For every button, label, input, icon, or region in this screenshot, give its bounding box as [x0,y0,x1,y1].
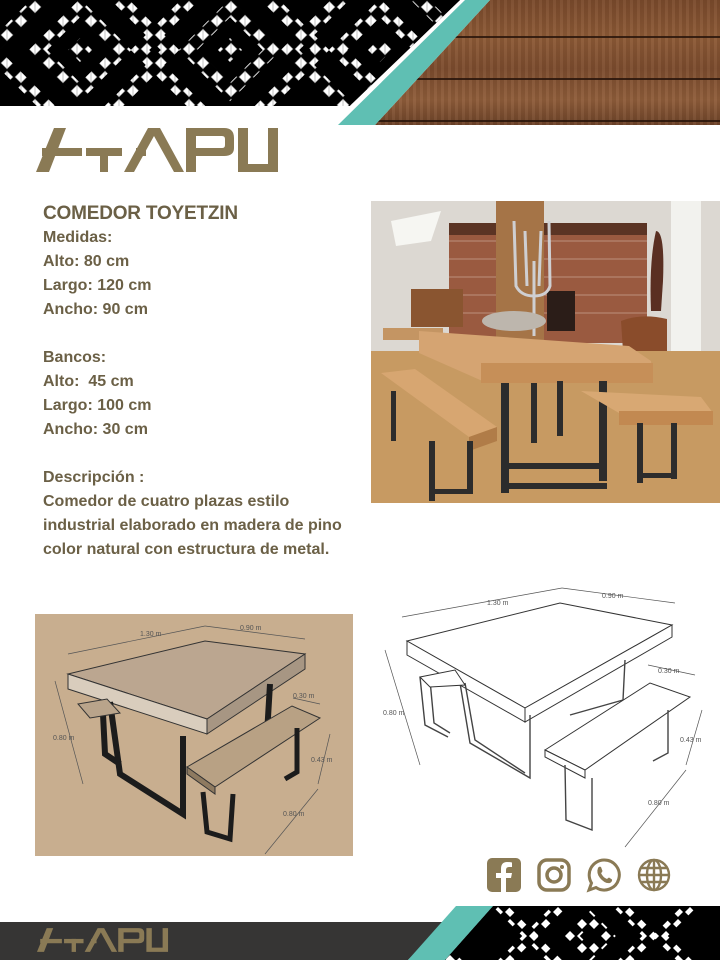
atapu-logo-icon [36,927,169,953]
product-title: COMEDOR TOYETZIN [43,203,238,224]
svg-text:0.30 m: 0.30 m [293,693,315,700]
benches-heading: Bancos: [43,349,107,366]
whatsapp-icon [586,857,622,893]
product-info [43,202,363,562]
whatsapp-link[interactable] [586,857,622,893]
brand-logo [36,126,278,174]
bench-length: Largo: 100 cm [43,397,152,414]
svg-text:0.90 m: 0.90 m [240,625,262,632]
product-photo [371,201,720,503]
measure-height: Alto: 80 cm [43,253,130,270]
measure-width: Ancho: 90 cm [43,301,148,318]
instagram-link[interactable] [536,857,572,893]
bench-height: Alto: 45 cm [43,373,134,390]
svg-text:0.80 m: 0.80 m [383,710,405,717]
svg-text:1.30 m: 1.30 m [140,631,162,638]
footer-logo [36,927,169,953]
website-link[interactable] [636,857,672,893]
globe-icon [636,857,672,893]
svg-text:0.80 m: 0.80 m [53,735,75,742]
facebook-icon [486,857,522,893]
sketch-wireframe [370,575,720,855]
svg-text:0.90 m: 0.90 m [602,593,624,600]
svg-text:0.43 m: 0.43 m [311,757,333,764]
header-banner [0,0,720,125]
svg-text:0.30 m: 0.30 m [658,668,680,675]
social-links [486,857,676,895]
svg-text:0.43 m: 0.43 m [680,737,702,744]
svg-text:0.80 m: 0.80 m [283,811,305,818]
measure-length: Largo: 120 cm [43,277,152,294]
bench-width: Ancho: 30 cm [43,421,148,438]
description-heading: Descripción : [43,469,145,486]
svg-text:1.30 m: 1.30 m [487,600,509,607]
svg-text:0.80 m: 0.80 m [648,800,670,807]
measures-heading: Medidas: [43,229,113,246]
instagram-icon [536,857,572,893]
facebook-link[interactable] [486,857,522,893]
atapu-logo-icon [36,126,278,174]
description-text: Comedor de cuatro plazas estilo industrial elaborado en madera de pino color natural con estructura de metal. [43,493,342,558]
sketch-rendered [35,614,353,856]
